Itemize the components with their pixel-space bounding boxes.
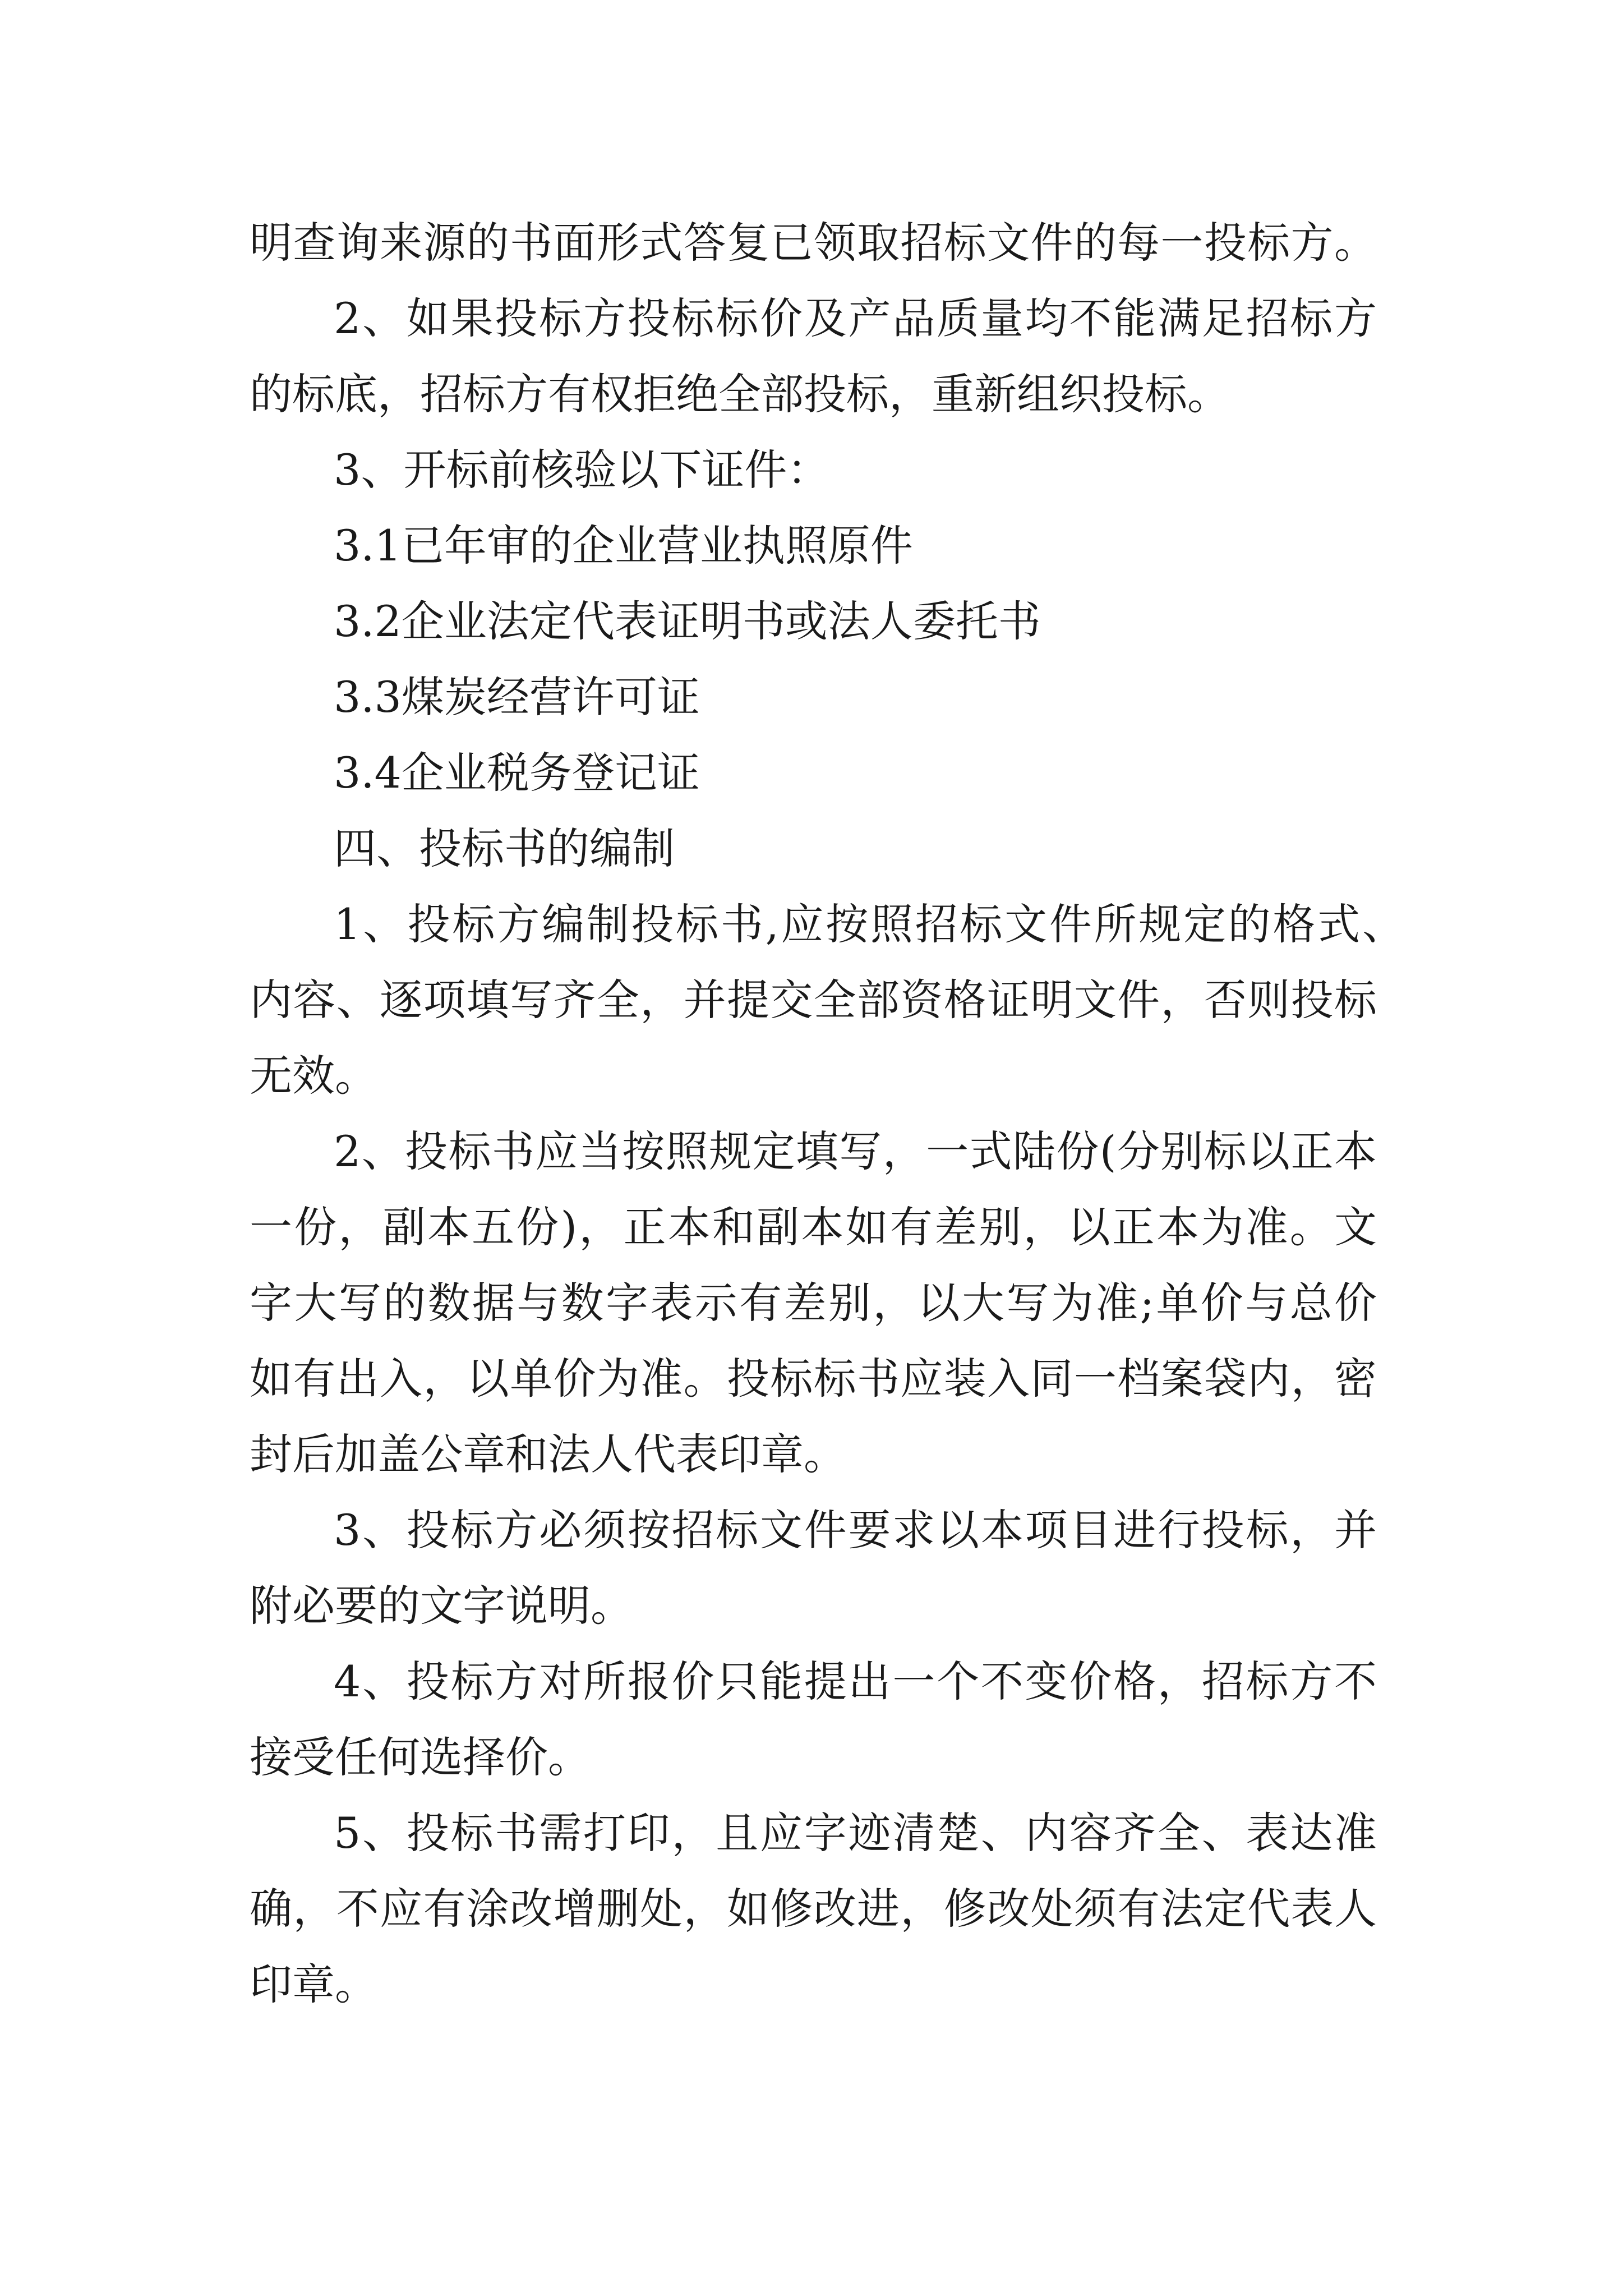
text-line: 接受任何选择价。 (250, 1732, 591, 1782)
text-line: 3、开标前核验以下证件： (334, 445, 830, 495)
text-line: 3、投标方必须按招标文件要求以本项目进行投标，并 (334, 1505, 1377, 1555)
section-heading: 四、投标书的编制 (334, 823, 675, 873)
text-line: 3.3煤炭经营许可证 (334, 672, 700, 722)
text-line: 5、投标书需打印，且应字迹清楚、内容齐全、表达准 (334, 1808, 1377, 1858)
text-line: 确，不应有涂改增删处，如修改进，修改处须有法定代表人 (250, 1884, 1377, 1934)
text-line: 附必要的文字说明。 (250, 1581, 633, 1631)
text-line: 3.1已年审的企业营业执照原件 (334, 521, 913, 570)
text-line: 2、如果投标方投标标价及产品质量均不能满足招标方 (334, 293, 1377, 343)
text-line: 印章。 (250, 1959, 377, 2009)
text-line: 如有出入，以单价为准。投标标书应装入同一档案袋内，密 (250, 1354, 1377, 1404)
text-line: 3.2企业法定代表证明书或法人委托书 (334, 596, 1041, 646)
text-line: 3.4企业税务登记证 (334, 748, 700, 798)
text-line: 一份，副本五份)，正本和副本如有差别，以正本为准。文 (250, 1202, 1377, 1252)
text-line: 封后加盖公章和法人代表印章。 (250, 1429, 846, 1479)
text-line: 明查询来源的书面形式答复已领取招标文件的每一投标方。 (250, 218, 1377, 268)
text-line: 字大写的数据与数字表示有差别，以大写为准;单价与总价 (250, 1278, 1377, 1328)
text-line: 2、投标书应当按照规定填写，一式陆份(分别标以正本 (334, 1126, 1377, 1176)
text-line: 的标底，招标方有权拒绝全部投标，重新组织投标。 (250, 369, 1230, 419)
text-line: 4、投标方对所报价只能提出一个不变价格，招标方不 (334, 1657, 1377, 1706)
text-line: 内容、逐项填写齐全，并提交全部资格证明文件，否则投标 (250, 975, 1377, 1025)
text-line: 无效。 (250, 1051, 377, 1101)
text-line: 1、投标方编制投标书,应按照招标文件所规定的格式、 (334, 899, 1405, 949)
